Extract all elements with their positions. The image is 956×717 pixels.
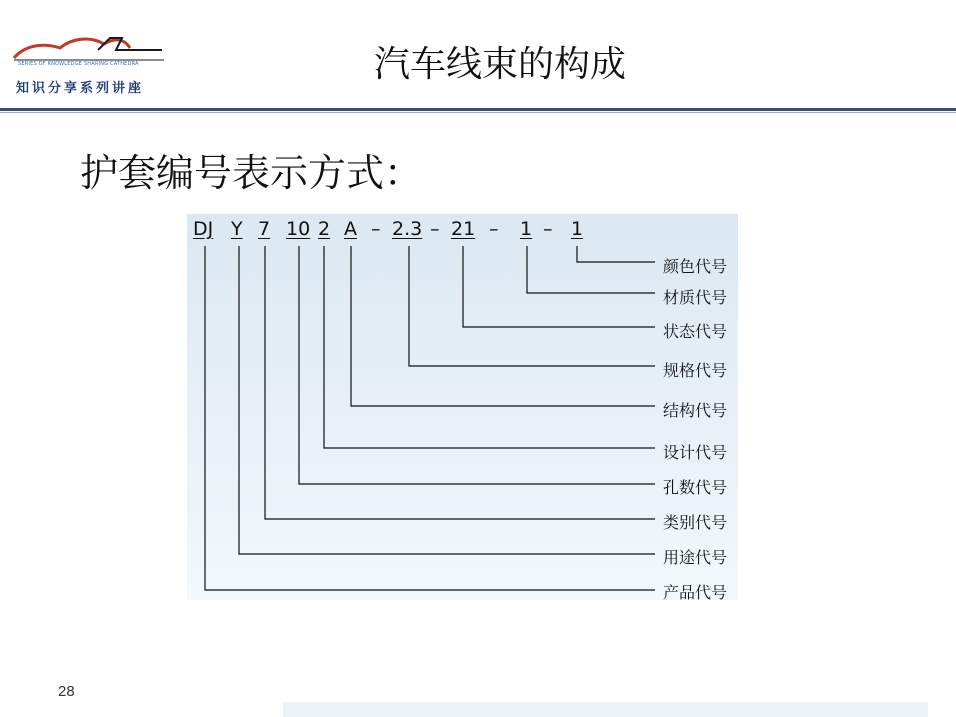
code-usage: Y [231, 218, 243, 240]
code-separator: – [371, 218, 381, 240]
label-material: 材质代号 [663, 288, 728, 307]
label-structure: 结构代号 [663, 401, 728, 420]
code-spec: 2.3 [392, 218, 423, 240]
code-separator: – [543, 218, 553, 240]
code-diagram [187, 214, 738, 600]
label-state: 状态代号 [663, 322, 728, 341]
code-holes: 10 [286, 218, 311, 240]
code-category: 7 [258, 218, 271, 240]
logo-subtitle: SERIES OF KNOWLEDGE SHARING CATHEDRA [18, 61, 139, 67]
label-design: 设计代号 [663, 443, 728, 462]
code-color: 1 [571, 218, 584, 240]
code-state: 21 [451, 218, 476, 240]
header-divider-thin [0, 112, 956, 113]
slide-title: 汽车线束的构成 [373, 44, 626, 85]
code-separator: – [489, 218, 499, 240]
label-spec: 规格代号 [663, 361, 728, 380]
label-product: 产品代号 [663, 583, 728, 602]
code-material: 1 [520, 218, 533, 240]
label-usage: 用途代号 [663, 548, 728, 567]
code-product: DJ [193, 218, 214, 240]
label-holes: 孔数代号 [663, 478, 728, 497]
diagram-lines [187, 214, 738, 600]
footer-bar [283, 702, 928, 717]
label-category: 类别代号 [663, 513, 728, 532]
logo-text: 知识分享系列讲座 [16, 81, 145, 96]
page-number: 28 [58, 683, 75, 700]
label-color: 颜色代号 [663, 257, 728, 276]
code-design: 2 [318, 218, 331, 240]
code-separator: – [430, 218, 440, 240]
header-divider [0, 108, 956, 111]
code-structure: A [344, 218, 357, 240]
section-heading: 护套编号表示方式： [80, 151, 423, 195]
